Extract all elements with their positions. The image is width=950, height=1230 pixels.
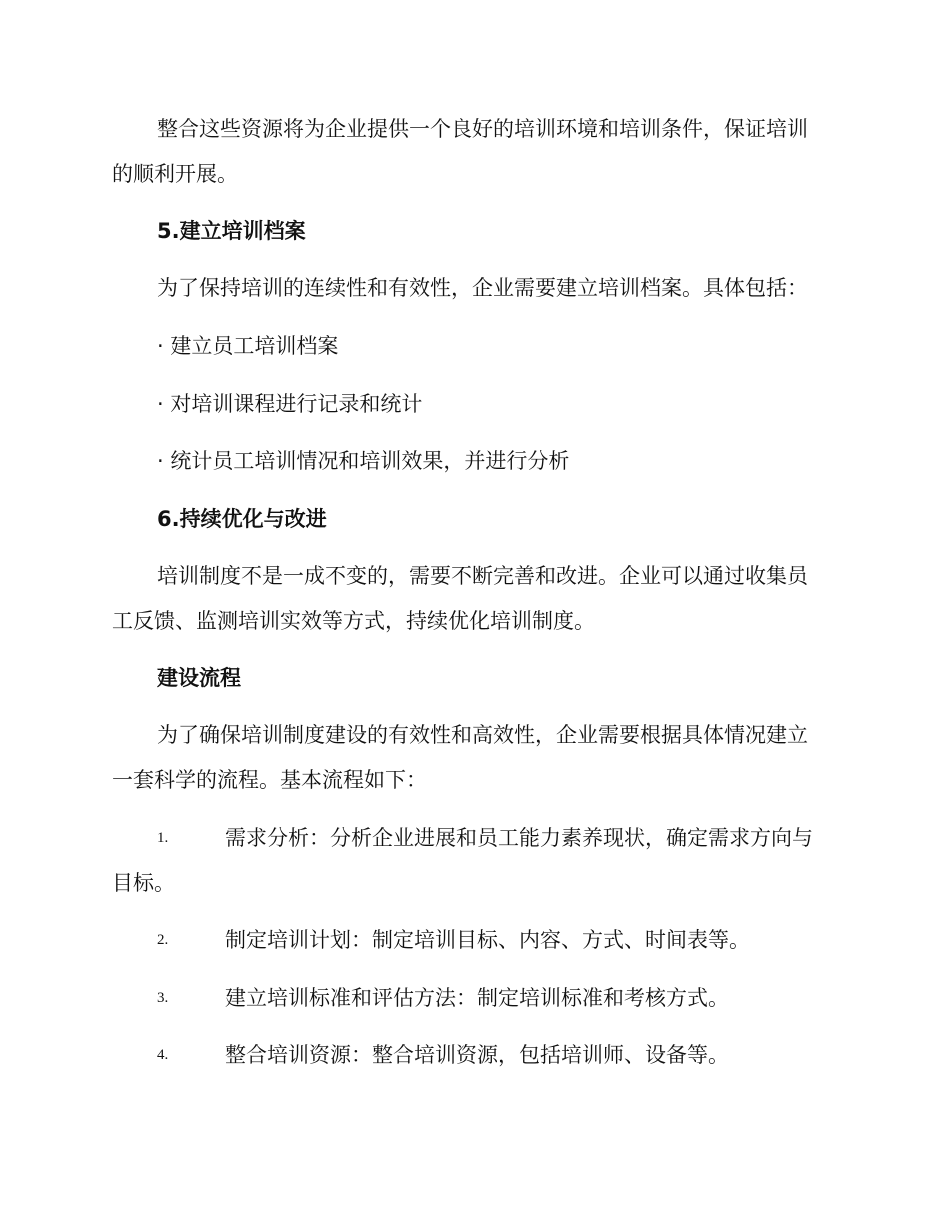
- section-6-paragraph-line-2: 工反馈、监测培训实效等方式，持续优化培训制度。: [112, 609, 595, 633]
- step-text: 制定培训计划：制定培训目标、内容、方式、时间表等。: [225, 928, 750, 952]
- section-5-heading: 5.建立培训档案: [157, 219, 306, 243]
- process-intro-line-1: 为了确保培训制度建设的有效性和高效性，企业需要根据具体情况建立: [157, 723, 808, 747]
- intro-paragraph-line-2: 的顺利开展。: [112, 162, 238, 186]
- step-number: 3.: [157, 990, 169, 1006]
- step-number: 4.: [157, 1047, 169, 1063]
- section-5-intro: 为了保持培训的连续性和有效性，企业需要建立培训档案。具体包括：: [157, 276, 808, 300]
- step-text: 整合培训资源：整合培训资源，包括培训师、设备等。: [225, 1043, 729, 1067]
- step-text: 需求分析：分析企业进展和员工能力素养现状，确定需求方向与: [225, 826, 813, 850]
- list-item: · 对培训课程进行记录和统计: [157, 392, 423, 416]
- list-item: · 统计员工培训情况和培训效果，并进行分析: [157, 449, 570, 473]
- process-heading: 建设流程: [157, 666, 241, 690]
- step-text: 建立培训标准和评估方法：制定培训标准和考核方式。: [225, 986, 729, 1010]
- step-number: 2.: [157, 932, 169, 948]
- step-number: 1.: [157, 830, 169, 846]
- process-intro-line-2: 一套科学的流程。基本流程如下：: [112, 768, 427, 792]
- section-6-paragraph-line-1: 培训制度不是一成不变的，需要不断完善和改进。企业可以通过收集员: [157, 564, 808, 588]
- section-6-heading: 6.持续优化与改进: [157, 507, 327, 531]
- step-text-continuation: 目标。: [112, 871, 175, 895]
- intro-paragraph-line-1: 整合这些资源将为企业提供一个良好的培训环境和培训条件，保证培训: [157, 117, 808, 141]
- list-item: · 建立员工培训档案: [157, 334, 339, 358]
